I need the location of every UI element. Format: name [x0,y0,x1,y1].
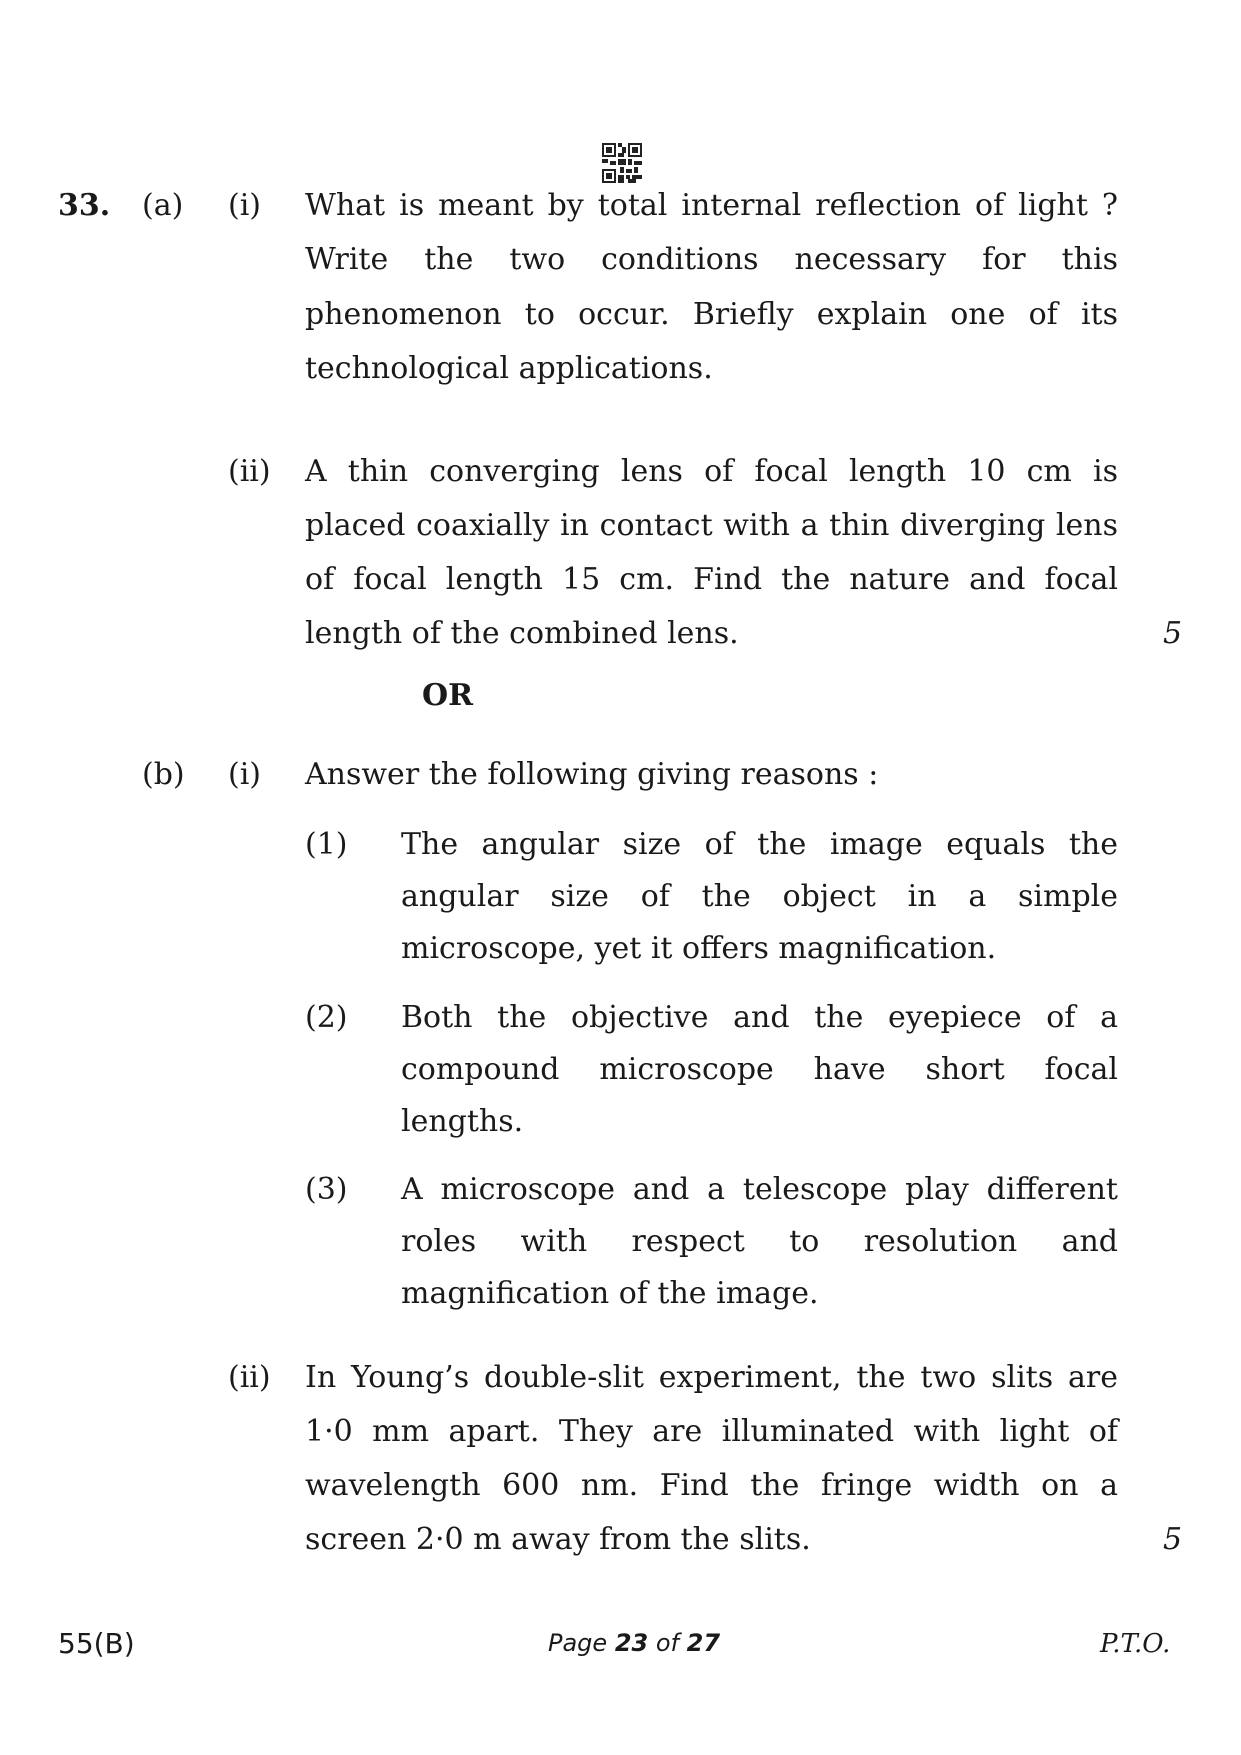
page-current: 23 [614,1629,649,1657]
part-b-i-item-1-label: (1) [305,827,348,862]
part-b-i-item-1-line-1: The angular size of the image equals the [401,827,1118,862]
part-a-i-line-3: phenomenon to occur. Briefly explain one of its [305,297,1118,332]
part-a-ii-line-1: A thin converging lens of focal length 10 cm is [305,454,1118,489]
part-a-i-label: (i) [228,188,262,223]
part-b-i-item-3-line-1: A microscope and a telescope play different [401,1172,1118,1207]
part-b-ii-label: (ii) [228,1360,271,1395]
question-number: 33. [58,188,111,223]
part-b-i-item-3-line-2: roles with respect to resolution and [401,1224,1118,1259]
page-number [548,1629,720,1657]
part-b-i-item-1-line-3: microscope, yet it offers magnification. [401,931,997,966]
qr-code [602,143,642,183]
part-a-i-line-2: Write the two conditions necessary for this [305,242,1118,277]
part-b-i-label: (i) [228,757,262,792]
pto-label: P.T.O. [1100,1629,1171,1659]
part-a-ii-line-4: length of the combined lens. [305,616,739,651]
part-b-i-item-3-line-3: magnification of the image. [401,1276,819,1311]
part-b-i-item-2-line-1: Both the objective and the eyepiece of a [401,1000,1118,1035]
part-b-i-item-1-line-2: angular size of the object in a simple [401,879,1118,914]
page-total: 27 [686,1629,721,1657]
paper-code: 55(B) [58,1627,135,1660]
part-a-marks: 5 [1163,616,1183,651]
part-a-ii-label: (ii) [228,454,271,489]
part-a-i-line-1: What is meant by total internal reflection of light ? [305,188,1118,223]
part-b-i-intro: Answer the following giving reasons : [305,757,879,792]
page-word: Page [548,1629,608,1657]
or-label: OR [422,678,474,713]
part-b-marks: 5 [1163,1522,1183,1557]
part-b-i-item-2-label: (2) [305,1000,348,1035]
part-b-label: (b) [142,757,185,792]
part-a-i-line-4: technological applications. [305,351,713,386]
part-a-ii-line-3: of focal length 15 cm. Find the nature and focal [305,562,1118,597]
part-b-ii-line-2: 1·0 mm apart. They are illuminated with light of [305,1414,1118,1449]
part-a-ii-line-2: placed coaxially in contact with a thin diverging lens [305,508,1118,543]
part-b-ii-line-1: In Young’s double-slit experiment, the two slits are [305,1360,1118,1395]
page-of: of [655,1629,680,1657]
part-b-i-item-2-line-3: lengths. [401,1104,524,1139]
part-b-i-item-2-line-2: compound microscope have short focal [401,1052,1118,1087]
part-a-label: (a) [142,188,184,223]
part-b-ii-line-4: screen 2·0 m away from the slits. [305,1522,811,1557]
part-b-ii-line-3: wavelength 600 nm. Find the fringe width on a [305,1468,1118,1503]
part-b-i-item-3-label: (3) [305,1172,348,1207]
